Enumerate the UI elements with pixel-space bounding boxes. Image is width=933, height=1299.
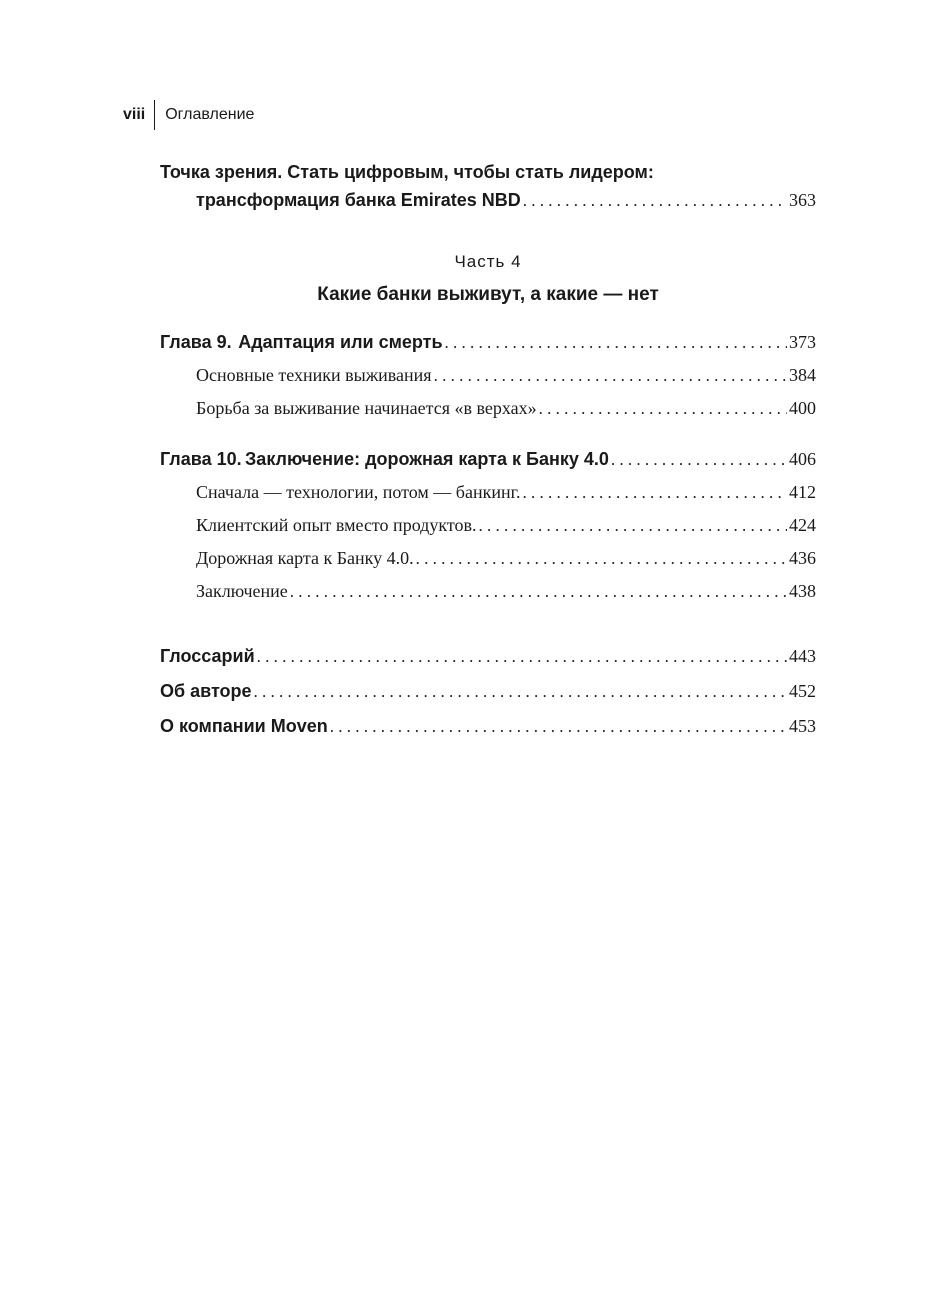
toc-entry-title: Заключение: дорожная карта к Банку 4.0	[245, 449, 609, 469]
toc-entry-section[interactable]	[160, 548, 816, 578]
toc-entry-section[interactable]	[160, 365, 816, 395]
toc-page-number: 443	[789, 646, 816, 666]
toc-page-number: 384	[789, 365, 816, 385]
toc-entry-title: Дорожная карта к Банку 4.0.	[196, 548, 414, 568]
leader-dots	[290, 582, 787, 602]
leader-dots	[478, 516, 787, 536]
toc-page-number: 438	[789, 581, 816, 601]
toc-entry-title: Заключение	[196, 581, 288, 601]
toc-entry-section[interactable]	[160, 515, 816, 545]
toc-entry-title: Клиентский опыт вместо продуктов.	[196, 515, 477, 535]
toc-entry-about-company[interactable]	[160, 716, 816, 746]
toc-entry-section[interactable]	[160, 398, 816, 428]
toc-entry-title: Адаптация или смерть	[238, 332, 443, 352]
toc-entry-title: Сначала — технологии, потом — банкинг.	[196, 482, 521, 502]
toc-entry-about-author[interactable]	[160, 681, 816, 711]
chapter-label: Глава 9.	[160, 332, 232, 352]
leader-dots	[330, 717, 787, 737]
running-head	[123, 100, 254, 130]
leader-dots	[445, 333, 787, 353]
toc-entry-viewpoint-line1[interactable]: Точка зрения. Стать цифровым, чтобы стать лидером:	[160, 162, 654, 182]
running-head-title: Оглавление	[165, 106, 255, 123]
toc-entry-section[interactable]	[160, 581, 816, 611]
toc-entry-title: О компании Moven	[160, 716, 328, 736]
toc-page-number: 406	[789, 449, 816, 469]
toc-entry-title: Глоссарий	[160, 646, 255, 666]
chapter-label: Глава 10.	[160, 449, 242, 469]
toc-page-number: 363	[789, 190, 816, 210]
page-number: viii	[123, 106, 146, 123]
toc-entry-title: Об авторе	[160, 681, 252, 701]
toc-entry-title: Борьба за выживание начинается «в верхах»	[196, 398, 537, 418]
leader-dots	[254, 682, 787, 702]
toc-entry-title: трансформация банка Emirates NBD	[196, 190, 521, 210]
toc-entry-section[interactable]	[160, 482, 816, 512]
toc-entry-chapter-10[interactable]	[160, 449, 816, 479]
toc-entry-chapter-9[interactable]	[160, 332, 816, 362]
toc-entry-glossary[interactable]	[160, 646, 816, 676]
toc-entry-title: Основные техники выживания	[196, 365, 432, 385]
part-title: Какие банки выживут, а какие — нет	[317, 284, 659, 305]
leader-dots	[434, 366, 787, 386]
leader-dots	[257, 647, 787, 667]
toc-page-number: 424	[789, 515, 816, 535]
leader-dots	[523, 191, 787, 211]
toc-page-number: 400	[789, 398, 816, 418]
toc-entry-viewpoint[interactable]	[160, 190, 816, 220]
leader-dots	[522, 483, 787, 503]
toc-page-number: 412	[789, 482, 816, 502]
leader-dots	[416, 549, 787, 569]
toc-page-number: 452	[789, 681, 816, 701]
leader-dots	[611, 450, 787, 470]
toc-page-number: 373	[789, 332, 816, 352]
part-number: Часть 4	[454, 252, 522, 271]
toc-page-number: 436	[789, 548, 816, 568]
leader-dots	[539, 399, 787, 419]
toc-page-number: 453	[789, 716, 816, 736]
